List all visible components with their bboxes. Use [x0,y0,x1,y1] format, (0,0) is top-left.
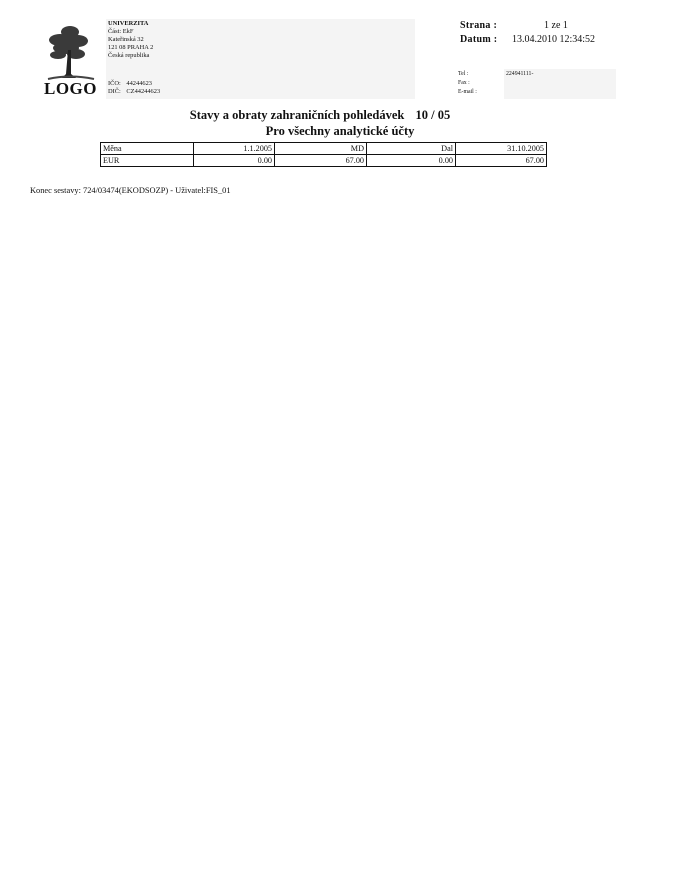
column-header-debit: MD [275,143,367,155]
contact-block [458,69,616,99]
tel-value: 224941111- [506,71,534,77]
cell-credit: 0.00 [367,155,456,167]
date-label: Datum : [460,34,498,45]
fax-label: Fax : [458,80,470,86]
date-value: 13.04.2010 12:34:52 [512,34,596,45]
dic-label: DIČ: [108,88,121,95]
dic-row [108,88,160,96]
organization-line: Kateřinská 32 [108,36,144,43]
tel-label: Tel : [458,71,469,77]
organization-block [106,19,415,99]
organization-line: 121 08 PRAHA 2 [108,44,154,51]
page-label: Strana : [460,20,498,31]
logo-text: LOGO [44,79,98,98]
column-header-credit: Dal [367,143,456,155]
table-row [101,155,547,167]
page-number: 1 ze 1 [544,20,568,31]
organization-name: UNIVERZITA [108,20,149,27]
organization-line: Část: EkF [108,28,134,35]
report-period: 10 / 05 [415,108,451,122]
organization-line: Česká republika [108,52,150,59]
report-table [100,142,547,167]
report-subtitle: Pro všechny analytické účty [265,124,415,138]
cell-closing: 67.00 [456,155,547,167]
cell-opening: 0.00 [194,155,275,167]
ico-label: IČO: [108,80,121,87]
column-header-currency: Měna [101,143,194,155]
table-header-row [101,143,547,155]
dic-value: CZ44244623 [126,88,161,95]
ico-value: 44244623 [126,80,152,87]
report-title-text: Stavy a obraty zahraničních pohledávek [189,108,405,122]
cell-debit: 67.00 [275,155,367,167]
column-header-opening: 1.1.2005 [194,143,275,155]
report-title [0,108,640,123]
column-header-closing: 31.10.2005 [456,143,547,155]
email-label: E-mail : [458,89,477,95]
ico-row [108,80,152,88]
cell-currency: EUR [101,155,194,167]
report-footer: Konec sestavy: 724/03474(EKODSOZP) - Uživatel:FIS_01 [30,186,231,195]
